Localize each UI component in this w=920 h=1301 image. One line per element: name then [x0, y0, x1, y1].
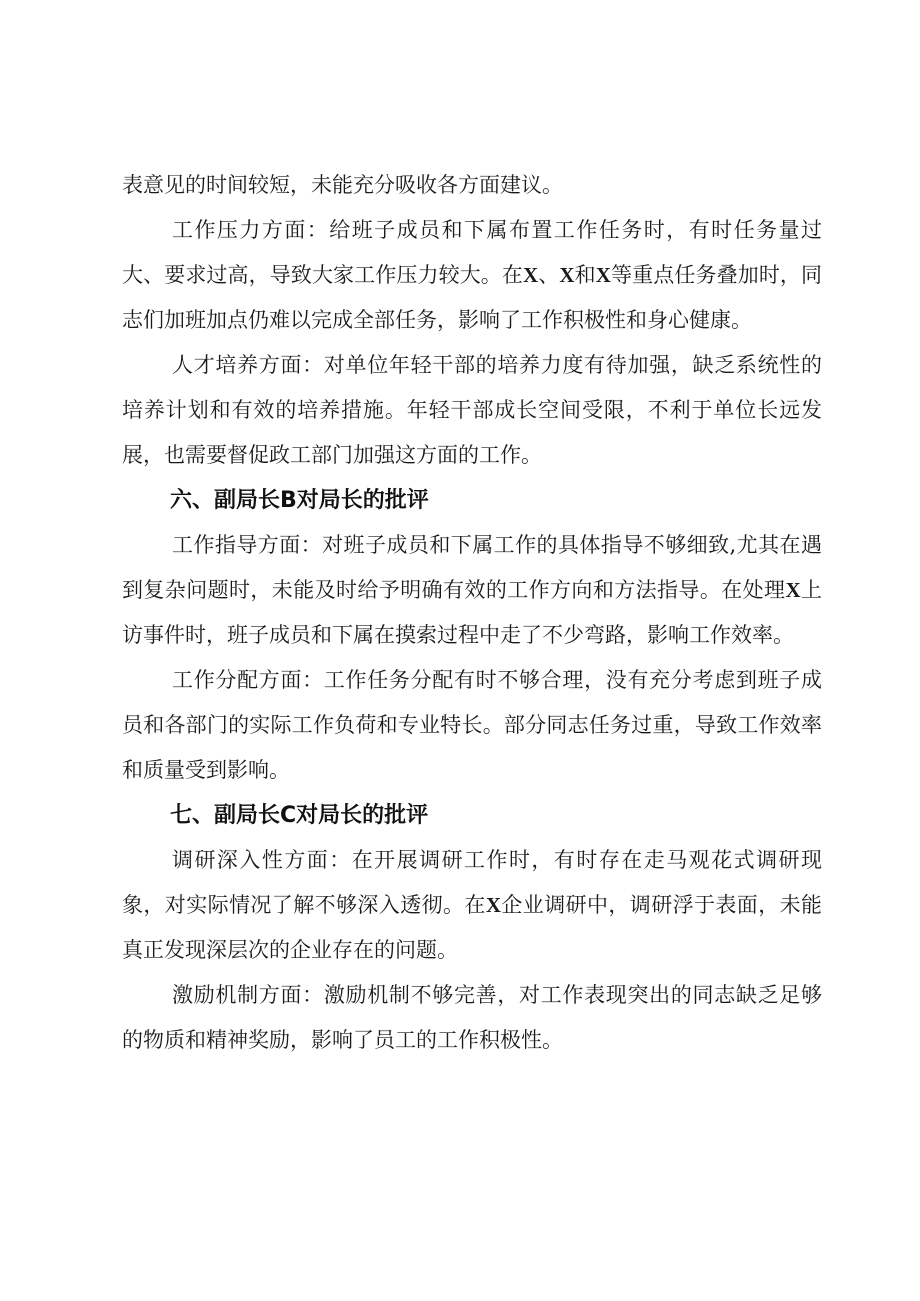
paragraph-work-guidance: 工作指导方面：对班子成员和下属工作的具体指导不够细致,尤其在遇到复杂问题时，未能及时给予明确有效的工作方向和方法指导。在处理X上访事件时，班子成员和下属在摸索过程中走了不少弯路，影响工作效率。 [122, 533, 823, 647]
section-heading-six: 六、副局长B对局长的批评 [170, 488, 429, 513]
paragraph-incentive-mechanism: 激励机制方面：激励机制不够完善，对工作表现突出的同志缺乏足够的物质和精神奖励，影响了员工的工作积极性。 [122, 983, 822, 1052]
paragraph-continuation: 表意见的时间较短，未能充分吸收各方面建议。 [122, 173, 563, 197]
document-body [122, 163, 822, 1063]
paragraph-work-pressure: 工作压力方面：给班子成员和下属布置工作任务时，有时任务量过大、要求过高，导致大家工作压力较大。在X、X和X等重点任务叠加时，同志们加班加点仍难以完成全部任务，影响了工作积极性和身心健康。 [122, 218, 823, 332]
paragraph-research-depth: 调研深入性方面：在开展调研工作时，有时存在走马观花式调研现象，对实际情况了解不够深入透彻。在X企业调研中，调研浮于表面，未能真正发现深层次的企业存在的问题。 [122, 848, 823, 962]
paragraph-talent-cultivation: 人才培养方面：对单位年轻干部的培养力度有待加强，缺乏系统性的培养计划和有效的培养措施。年轻干部成长空间受限，不利于单位长远发展，也需要督促政工部门加强这方面的工作。 [122, 353, 822, 467]
paragraph-work-allocation: 工作分配方面：工作任务分配有时不够合理，没有充分考虑到班子成员和各部门的实际工作负荷和专业特长。部分同志任务过重，导致工作效率和质量受到影响。 [122, 668, 822, 782]
section-heading-seven: 七、副局长C对局长的批评 [170, 803, 429, 828]
